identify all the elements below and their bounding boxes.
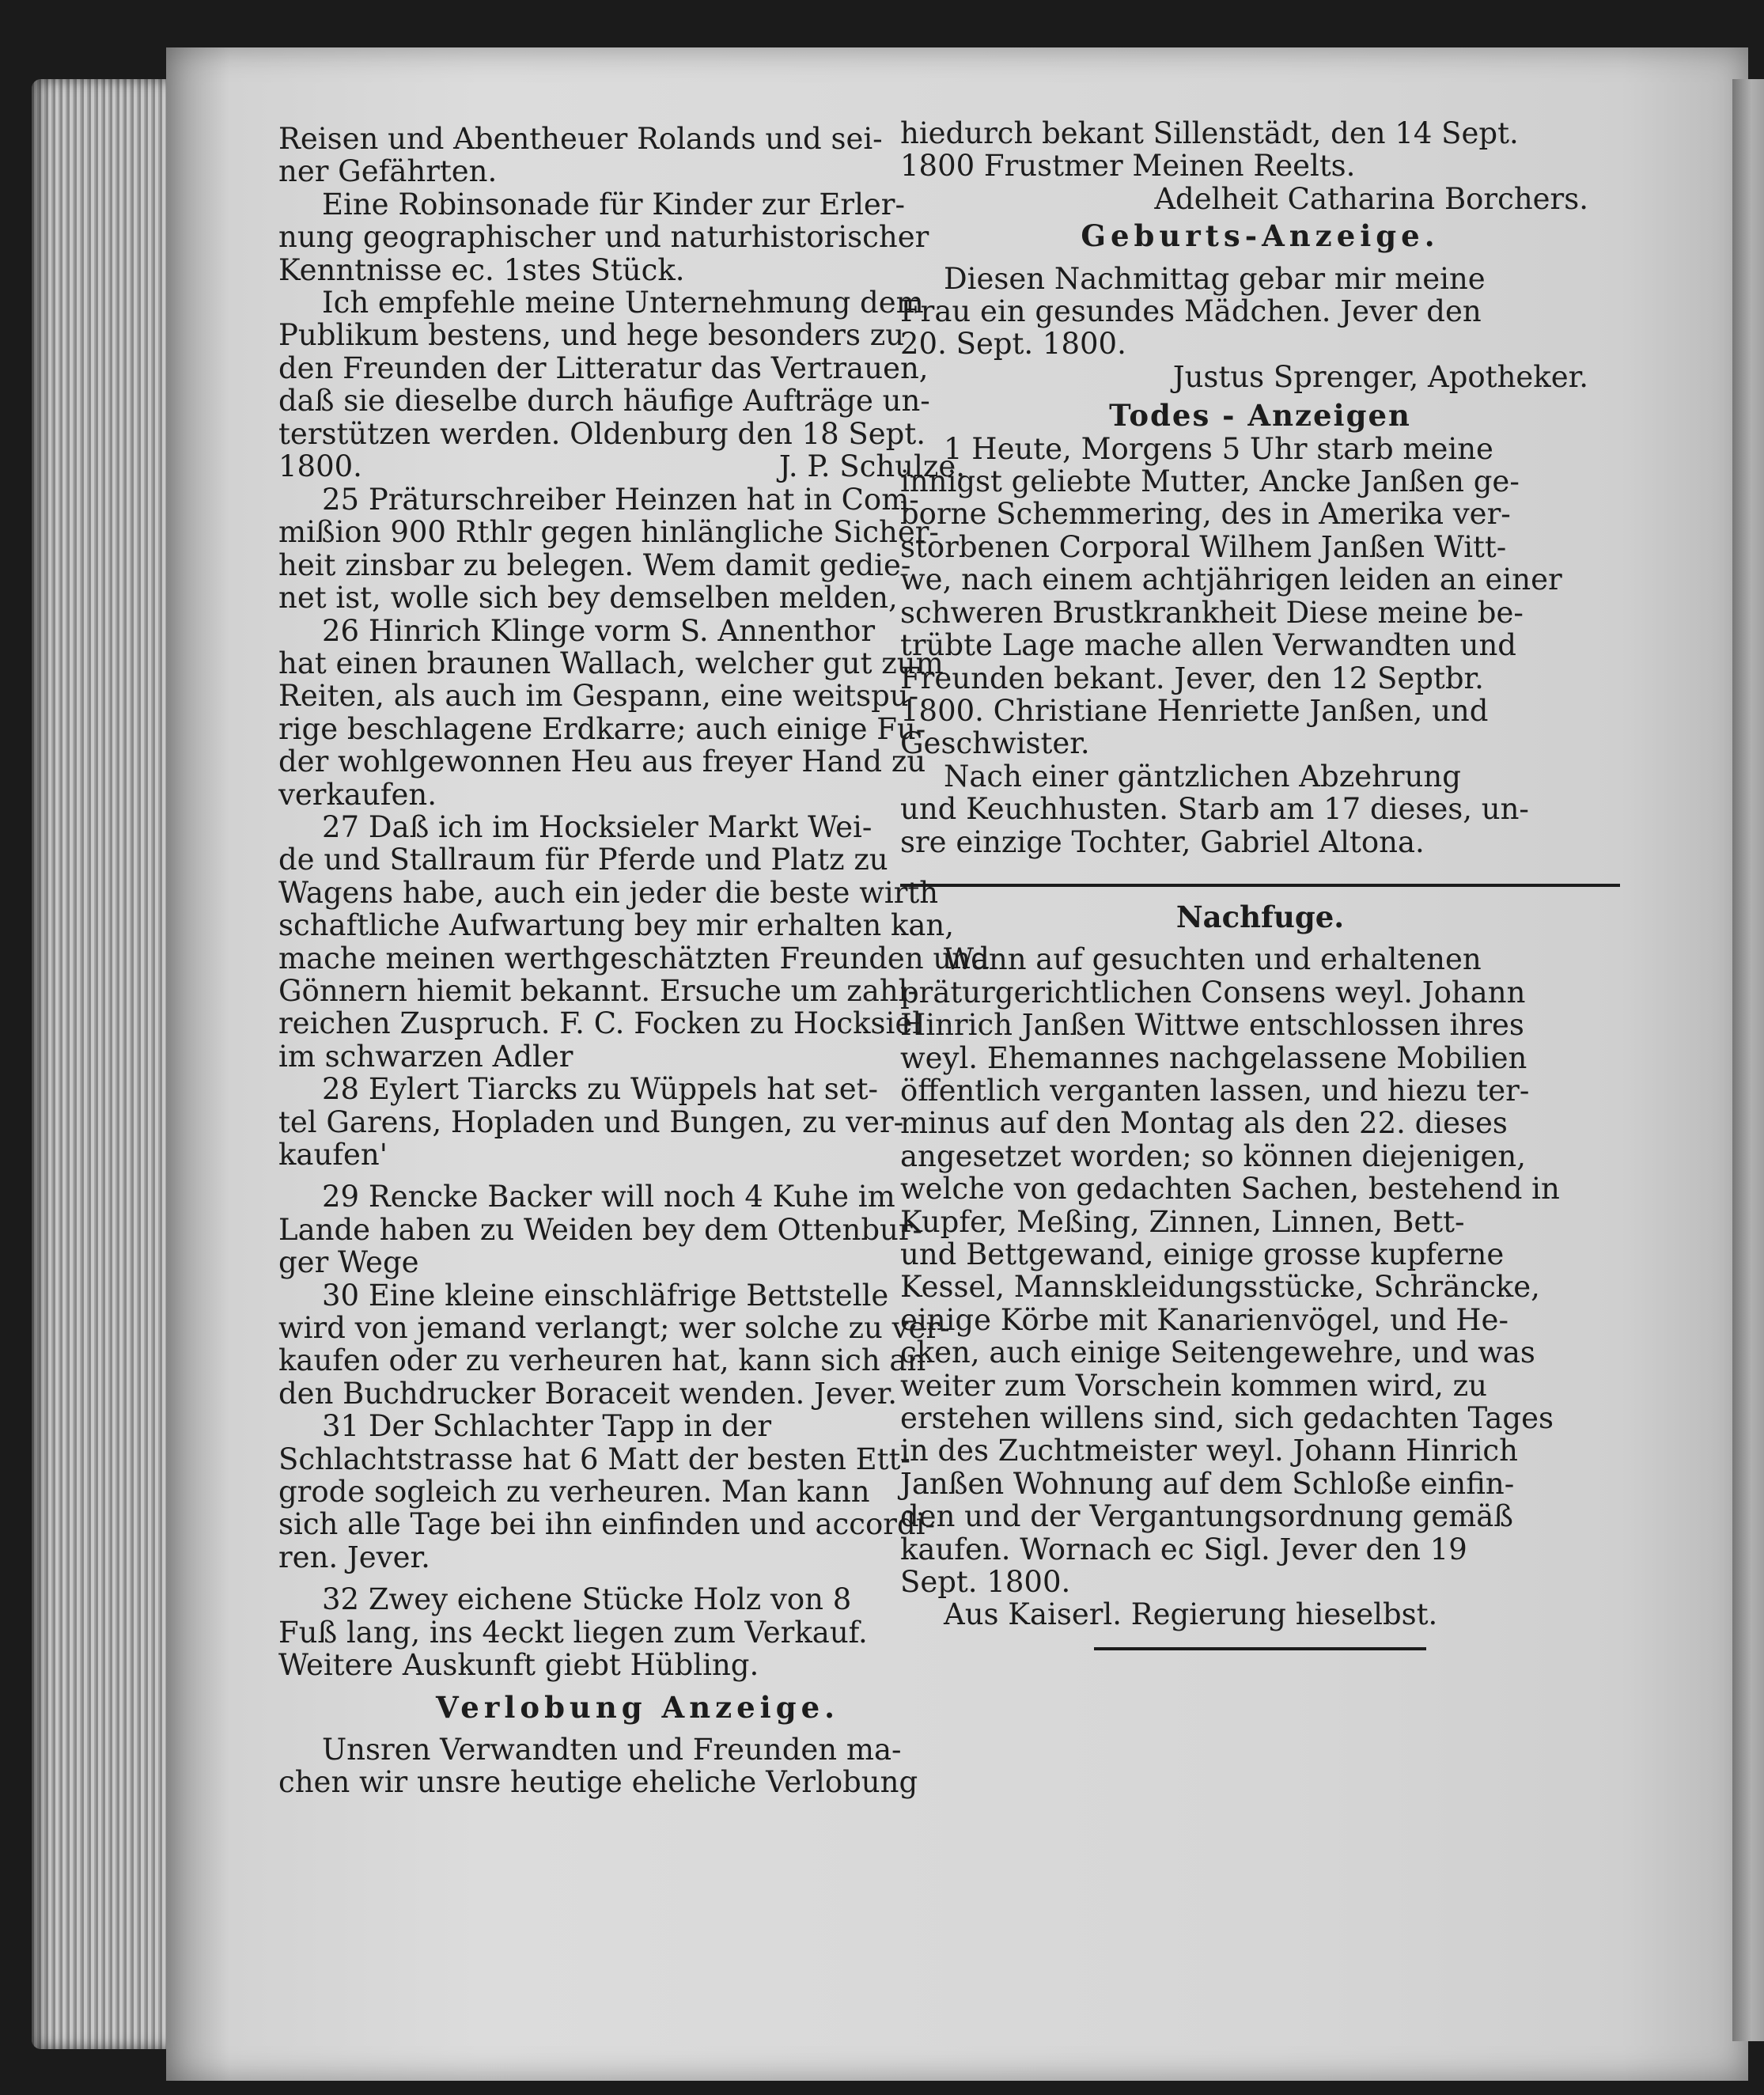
notice-27	[278, 811, 997, 1073]
text-line: 1800. Christiane Henriette Janßen, und	[900, 693, 1489, 728]
text-line: Reiten, als auch im Gespann, eine weitspu-	[278, 679, 919, 714]
text-line: 20. Sept. 1800.	[900, 327, 1126, 362]
text-line: kaufen oder zu verheuren hat, kann sich an	[278, 1343, 926, 1378]
text-line: präturgerichtlichen Consens weyl. Johann	[900, 975, 1526, 1010]
text-line: we, nach einem achtjährigen leiden an einer	[900, 563, 1562, 597]
end-rule	[1094, 1647, 1426, 1650]
text-line: und Bettgewand, einige grosse kupferne	[900, 1237, 1505, 1271]
text-line: schweren Brustkrankheit Diese meine be-	[900, 595, 1524, 630]
text-line: Diesen Nachmittag gebar mir meine	[944, 261, 1486, 296]
text-line: Geschwister.	[900, 726, 1090, 761]
closing-line: Aus Kaiserl. Regierung hieselbst.	[944, 1597, 1438, 1632]
text-line: storbenen Corporal Wilhem Janßen Witt-	[900, 529, 1507, 564]
text-line: 30 Eine kleine einschläfrige Bettstelle	[322, 1278, 889, 1313]
text-line: Kupfer, Meßing, Zinnen, Linnen, Bett-	[900, 1204, 1465, 1239]
text-line: 1 Heute, Morgens 5 Uhr starb meine	[944, 431, 1493, 466]
text-line: sich alle Tage bei ihn einfinden und accordi-	[278, 1507, 935, 1542]
text-line: Kenntnisse ec. 1stes Stück.	[278, 252, 685, 287]
text-line: rige beschlagene Erdkarre; auch einige Fu-	[278, 711, 926, 746]
text-line: öffentlich verganten lassen, und hiezu ter-	[900, 1073, 1530, 1108]
verlobung-notice	[278, 1733, 997, 1799]
notice-32	[278, 1583, 997, 1681]
text-line: terstützen werden. Oldenburg den 18 Sept.	[278, 416, 926, 451]
text-line: der wohlgewonnen Heu aus freyer Hand zu	[278, 744, 926, 779]
text-line: erstehen willens sind, sich gedachten Tages	[900, 1401, 1554, 1436]
notice-26	[278, 615, 997, 811]
text-line: mißion 900 Rthlr gegen hinlängliche Sicher-	[278, 515, 939, 550]
heading-todes: Todes - Anzeigen	[1109, 398, 1411, 434]
text-line: innigst geliebte Mutter, Ancke Janßen ge-	[900, 464, 1520, 499]
text-line: heit zinsbar zu belegen. Wem damit gedie-	[278, 547, 911, 582]
text-line: Frau ein gesundes Mädchen. Jever den	[900, 294, 1482, 329]
text-line: Sept. 1800.	[900, 1565, 1071, 1600]
text-line: nung geographischer und naturhistorischer	[278, 220, 929, 255]
text-line: mache meinen werthgeschätzten Freunden und	[278, 941, 990, 976]
text-line: Wann auf gesuchten und erhaltenen	[944, 942, 1482, 977]
text-line: Reisen und Abentheuer Rolands und sei-	[278, 122, 883, 156]
right-column	[900, 116, 1620, 1650]
text-line: und Keuchhusten. Starb am 17 dieses, un-	[900, 792, 1529, 827]
text-line: 27 Daß ich im Hocksieler Markt Wei-	[322, 809, 873, 844]
text-line: borne Schemmering, des in Amerika ver-	[900, 497, 1511, 532]
notice-25	[278, 483, 997, 615]
text-line: Janßen Wohnung auf dem Schloße einfin-	[900, 1466, 1515, 1501]
text-line: reichen Zuspruch. F. C. Focken zu Hocksiel	[278, 1006, 922, 1041]
text-line: de und Stallraum für Pferde und Platz zu	[278, 843, 888, 877]
text-line: Hinrich Janßen Wittwe entschlossen ihres	[900, 1008, 1524, 1043]
text-line: 28 Eylert Tiarcks zu Wüppels hat set-	[322, 1072, 879, 1107]
text-line: ner Gefährten.	[278, 154, 498, 189]
text-line: trübte Lage mache allen Verwandten und	[900, 628, 1516, 663]
text-line: 31 Der Schlachter Tapp in der	[322, 1409, 772, 1444]
todes-notice-1	[900, 433, 1620, 760]
heading-verlobung: Verlobung Anzeige.	[435, 1689, 839, 1725]
text-line: kaufen'	[278, 1138, 388, 1172]
nachfuge-notice	[900, 943, 1620, 1598]
text-line: Nach einer gäntzlichen Abzehrung	[944, 759, 1461, 794]
text-line: Lande haben zu Weiden bey dem Ottenbur-	[278, 1212, 923, 1247]
text-line: Kessel, Mannskleidungsstücke, Schräncke,	[900, 1270, 1540, 1305]
text-line: den und der Vergantungsordnung gemäß	[900, 1499, 1514, 1534]
text-line: net ist, wolle sich bey demselben melden,	[278, 581, 898, 616]
text-line: chen wir unsre heutige eheliche Verlobung	[278, 1765, 918, 1800]
text-line: Ich empfehle meine Unternehmung dem	[322, 286, 924, 320]
text-line: Fuß lang, ins 4eckt liegen zum Verkauf.	[278, 1615, 868, 1650]
text-line: 1800 Frustmer Meinen Reelts.	[900, 149, 1356, 184]
text-line: im schwarzen Adler	[278, 1039, 573, 1074]
notice-28	[278, 1073, 997, 1171]
text-line: schaftliche Aufwartung bey mir erhalten kan,	[278, 908, 955, 943]
text-line: den Freunden der Litteratur das Vertrauen,	[278, 350, 929, 385]
text-line: Unsren Verwandten und Freunden ma-	[322, 1732, 902, 1767]
text-line: den Buchdrucker Boraceit wenden. Jever.	[278, 1376, 897, 1411]
text-line: 32 Zwey eichene Stücke Holz von 8	[322, 1582, 852, 1617]
text-line: verkaufen.	[278, 777, 437, 812]
notice-30	[278, 1279, 997, 1411]
text-line: Wagens habe, auch ein jeder die beste wirth	[278, 875, 939, 910]
todes-notice-2	[900, 760, 1620, 858]
signature: J. P. Schulze.	[778, 449, 965, 484]
heading-geburts: Geburts-Anzeige.	[1081, 218, 1440, 254]
signature: Justus Sprenger, Apotheker.	[1172, 359, 1588, 394]
text-line: weiter zum Vorschein kommen wird, zu	[900, 1368, 1488, 1403]
notice-31	[278, 1410, 997, 1574]
section-divider	[900, 884, 1620, 887]
geburts-notice	[900, 263, 1620, 394]
text-line: daß sie dieselbe durch häufige Aufträge un-	[278, 384, 930, 419]
text-line: 1800.	[278, 449, 362, 484]
text-line: cken, auch einige Seitengewehre, und was	[900, 1335, 1535, 1370]
text-line: minus auf den Montag als den 22. dieses	[900, 1106, 1508, 1141]
text-line: wird von jemand verlangt; wer solche zu ver-	[278, 1311, 950, 1346]
notice-29	[278, 1180, 997, 1279]
signature: Adelheit Catharina Borchers.	[1154, 181, 1588, 216]
text-line: Schlachtstrasse hat 6 Matt der besten Ett-	[278, 1441, 910, 1476]
verlobung-continued	[900, 117, 1620, 215]
text-line: hat einen braunen Wallach, welcher gut zum	[278, 646, 944, 680]
text-line: Freunden bekant. Jever, den 12 Septbr.	[900, 661, 1484, 695]
text-line: weyl. Ehemannes nachgelassene Mobilien	[900, 1040, 1527, 1075]
text-line: Eine Robinsonade für Kinder zur Erler-	[322, 187, 906, 222]
text-line: hiedurch bekant Sillenstädt, den 14 Sept.	[900, 116, 1519, 150]
intro-notice	[278, 123, 997, 483]
text-line: Publikum bestens, und hege besonders zu	[278, 318, 905, 353]
text-line: einige Körbe mit Kanarienvögel, und He-	[900, 1302, 1508, 1337]
text-line: sre einzige Tochter, Gabriel Altona.	[900, 824, 1425, 859]
text-line: welche von gedachten Sachen, bestehend in	[900, 1172, 1560, 1207]
text-line: Gönnern hiemit bekannt. Ersuche um zahl-	[278, 973, 918, 1008]
text-line: Weitere Auskunft giebt Hübling.	[278, 1648, 759, 1683]
text-line: 29 Rencke Backer will noch 4 Kuhe im	[322, 1180, 895, 1214]
facing-page-edge	[1732, 79, 1764, 2041]
text-line: tel Garens, Hopladen und Bungen, zu ver-	[278, 1104, 904, 1139]
text-line: in des Zuchtmeister weyl. Johann Hinrich	[900, 1434, 1518, 1468]
text-line: ger Wege	[278, 1245, 419, 1280]
left-column	[278, 123, 997, 1799]
text-line: grode sogleich zu verheuren. Man kann	[278, 1475, 870, 1510]
heading-nachfuge: Nachfuge.	[1175, 899, 1345, 934]
text-line: angesetzet worden; so können diejenigen,	[900, 1138, 1527, 1173]
text-line: 26 Hinrich Klinge vorm S. Annenthor	[322, 613, 876, 648]
text-line: 25 Präturschreiber Heinzen hat in Com-	[322, 482, 919, 517]
text-line: ren. Jever.	[278, 1540, 430, 1574]
text-line: kaufen. Wornach ec Sigl. Jever den 19	[900, 1532, 1467, 1567]
